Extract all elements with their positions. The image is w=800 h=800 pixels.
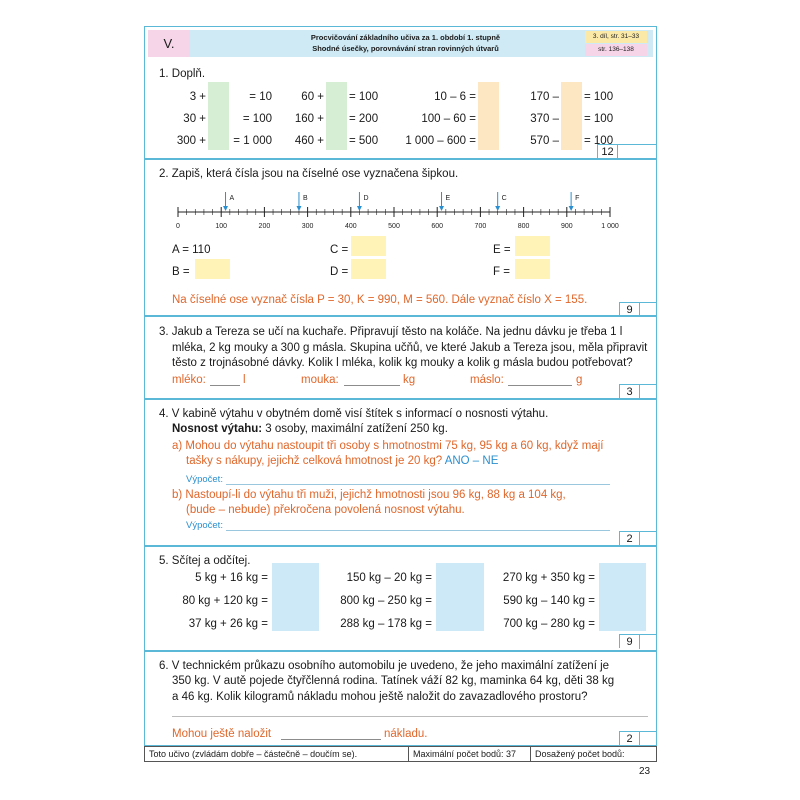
textbook-reference: 3. díl, str. 31–33 bbox=[585, 31, 647, 43]
answer-box-column[interactable] bbox=[561, 82, 582, 150]
capacity-label: Nosnost výtahu: bbox=[172, 423, 263, 435]
answer-box-column[interactable] bbox=[478, 82, 499, 150]
task-4a-question: tašky s nákupy, jejichž celková hmotnost je 20 kg? bbox=[186, 455, 443, 467]
equation-left: 80 kg + 120 kg = bbox=[182, 595, 268, 607]
milk-unit: l bbox=[243, 374, 246, 386]
label-b: B = bbox=[172, 266, 190, 278]
task-4b-line: (bude – nebude) překročena povolená nosnost výtahu. bbox=[186, 504, 465, 516]
score-box bbox=[619, 634, 657, 648]
arrow-head-icon bbox=[296, 206, 301, 211]
label-c: C = bbox=[330, 244, 349, 256]
task-6-line: a 46 kg. Kolik kilogramů nákladu mohou ještě naložit do zavazadlového prostoru? bbox=[172, 691, 588, 703]
task-4-line bbox=[172, 422, 448, 436]
milk-label: mléko: bbox=[172, 374, 206, 386]
arrow-head-icon bbox=[495, 206, 500, 211]
task-2-title: 2. Zapiš, která čísla jsou na číselné ose vyznačena šipkou. bbox=[159, 168, 459, 180]
axis-tick-label: 800 bbox=[517, 223, 530, 230]
achieved-points[interactable]: Dosažený počet bodů: bbox=[535, 749, 625, 759]
task-5-title: 5. Sčítej a odčítej. bbox=[159, 555, 251, 567]
equation-left: 10 – 6 = bbox=[434, 91, 476, 103]
arrow-head-icon bbox=[223, 206, 228, 211]
page-reference: str. 136–138 bbox=[585, 44, 647, 56]
arrow-label: D bbox=[363, 195, 369, 202]
butter-label: máslo: bbox=[470, 374, 504, 386]
answer-box-e[interactable] bbox=[515, 236, 550, 256]
work-line[interactable] bbox=[172, 716, 648, 717]
number-line bbox=[170, 190, 620, 232]
axis-tick-label: 600 bbox=[431, 223, 444, 230]
answer-box-c[interactable] bbox=[351, 236, 386, 256]
answer-box-column[interactable] bbox=[599, 563, 646, 631]
arrow-label: F bbox=[575, 195, 580, 202]
task-divider bbox=[144, 650, 657, 652]
arrow-label: C bbox=[501, 195, 507, 202]
arrow-head-icon bbox=[569, 206, 574, 211]
equation-left: 1 000 – 600 = bbox=[405, 135, 476, 147]
answer-box-d[interactable] bbox=[351, 259, 386, 279]
equation-result: = 100 bbox=[584, 135, 614, 147]
task-6-line: 350 kg. V autě pojede čtyřčlenná rodina. Tatínek váží 82 kg, maminka 64 kg, děti 38 kg bbox=[172, 675, 615, 687]
answer-end: nákladu. bbox=[384, 728, 428, 740]
equation-left: 270 kg + 350 kg = bbox=[502, 572, 595, 584]
equation-result: = 100 bbox=[584, 113, 614, 125]
score-value: 3 bbox=[620, 385, 640, 399]
equation-left: 460 + bbox=[294, 135, 324, 147]
score-value: 2 bbox=[620, 532, 640, 546]
axis-tick-label: 300 bbox=[301, 223, 314, 230]
arrow-head-icon bbox=[357, 206, 362, 211]
equation-left: 370 – bbox=[530, 113, 559, 125]
arrow-head-icon bbox=[439, 206, 444, 211]
equation-left: 170 – bbox=[530, 91, 559, 103]
score-box bbox=[597, 144, 657, 158]
score-box bbox=[619, 302, 657, 316]
score-value: 9 bbox=[620, 635, 640, 649]
calc-label: Výpočet: bbox=[186, 520, 223, 531]
score-box bbox=[619, 384, 657, 398]
answer-box-column[interactable] bbox=[208, 82, 229, 150]
axis-tick-label: 900 bbox=[560, 223, 573, 230]
calc-line-a[interactable] bbox=[226, 484, 610, 485]
task-4-line: 4. V kabině výtahu v obytném domě visí štítek s informací o nosnosti výtahu. bbox=[159, 408, 549, 420]
yes-no-choice[interactable]: ANO – NE bbox=[444, 455, 499, 467]
answer-box-b[interactable] bbox=[195, 259, 230, 279]
self-assessment[interactable]: Toto učivo (zvládám dobře – částečně – doučím se). bbox=[145, 747, 409, 761]
worksheet-header bbox=[148, 30, 653, 57]
equation-result: = 200 bbox=[349, 113, 379, 125]
axis-tick-label: 500 bbox=[388, 223, 400, 230]
answer-a: A = 110 bbox=[172, 244, 211, 256]
equation-left: 288 kg – 178 kg = bbox=[340, 618, 432, 630]
section-number: V. bbox=[148, 30, 190, 57]
max-points: Maximální počet bodů: 37 bbox=[409, 747, 531, 761]
axis-tick-label: 200 bbox=[258, 223, 271, 230]
axis-tick-label: 700 bbox=[474, 223, 487, 230]
answer-box-column[interactable] bbox=[326, 82, 347, 150]
equation-left: 160 + bbox=[294, 113, 324, 125]
task-3-line: mléka, 2 kg mouky a 300 g másla. Skupina učňů, ve které Jakub a Tereza jsou, měla připravit bbox=[172, 342, 648, 354]
equation-left: 700 kg – 280 kg = bbox=[503, 618, 595, 630]
arrow-label: E bbox=[445, 195, 451, 202]
task-6-line: 6. V technickém průkazu osobního automobilu je uvedeno, že jeho maximální zatížení je bbox=[159, 660, 610, 672]
calc-label: Výpočet: bbox=[186, 474, 223, 485]
equation-left: 5 kg + 16 kg = bbox=[195, 572, 268, 584]
task-4b-line: b) Nastoupí-li do výtahu tři muži, jejichž hmotnosti jsou 96 kg, 88 kg a 104 kg, bbox=[172, 489, 566, 501]
answer-box-column[interactable] bbox=[272, 563, 319, 631]
answer-box-f[interactable] bbox=[515, 259, 550, 279]
equation-result: = 100 bbox=[584, 91, 614, 103]
axis-tick-label: 400 bbox=[344, 223, 357, 230]
arrow-label: A bbox=[229, 195, 235, 202]
flour-unit: kg bbox=[403, 374, 416, 386]
score-value: 2 bbox=[620, 732, 640, 746]
answer-start: Mohou ještě naložit bbox=[172, 728, 272, 740]
score-box bbox=[619, 731, 657, 745]
butter-unit: g bbox=[576, 374, 583, 386]
equation-result: = 1 000 bbox=[233, 135, 272, 147]
score-value: 9 bbox=[620, 303, 640, 317]
equation-left: 60 + bbox=[301, 91, 324, 103]
task-divider bbox=[144, 545, 657, 547]
task-4a-line: a) Mohou do výtahu nastoupit tři osoby s hmotnostmi 75 kg, 95 kg a 60 kg, když mají bbox=[172, 440, 604, 452]
answer-line[interactable] bbox=[281, 739, 381, 740]
answer-box-column[interactable] bbox=[436, 563, 484, 631]
evaluation-footer bbox=[144, 746, 657, 762]
equation-left: 30 + bbox=[183, 113, 206, 125]
score-value: 12 bbox=[598, 145, 618, 159]
equation-result: = 100 bbox=[349, 91, 379, 103]
equation-left: 100 – 60 = bbox=[421, 113, 476, 125]
task-divider bbox=[144, 158, 657, 160]
equation-result: = 100 bbox=[242, 113, 272, 125]
task-4a-line bbox=[186, 454, 498, 468]
label-e: E = bbox=[493, 244, 511, 256]
task-2-instruction: Na číselné ose vyznač čísla P = 30, K = 990, M = 560. Dále vyznač číslo X = 155. bbox=[172, 294, 588, 306]
task-1-title: 1. Doplň. bbox=[159, 68, 206, 80]
label-d: D = bbox=[330, 266, 349, 278]
header-title-line2: Shodné úsečky, porovnávání stran rovinných útvarů bbox=[312, 44, 499, 53]
equation-left: 3 + bbox=[189, 91, 206, 103]
equation-left: 800 kg – 250 kg = bbox=[340, 595, 432, 607]
axis-tick-label: 0 bbox=[176, 223, 180, 230]
task-3-line: těsto z trojnásobné dávky. Kolik l mléka, kolik kg mouky a kolik g másla budou potřebovat? bbox=[172, 357, 633, 369]
equation-left: 37 kg + 26 kg = bbox=[188, 618, 268, 630]
arrow-label: B bbox=[302, 195, 308, 202]
axis-tick-label: 100 bbox=[215, 223, 228, 230]
equation-result: = 500 bbox=[349, 135, 379, 147]
task-3-line: 3. Jakub a Tereza se učí na kuchaře. Připravují těsto na koláče. Na jednu dávku je třeba 1 l bbox=[159, 326, 623, 338]
score-box bbox=[619, 531, 657, 545]
page-number: 23 bbox=[639, 766, 651, 777]
equation-result: = 10 bbox=[249, 91, 272, 103]
axis-tick-label: 1 000 bbox=[601, 223, 619, 230]
equation-left: 300 + bbox=[176, 135, 206, 147]
task-divider bbox=[144, 315, 657, 317]
milk-answer-line[interactable] bbox=[210, 385, 240, 386]
equation-left: 570 – bbox=[530, 135, 559, 147]
label-f: F = bbox=[493, 266, 510, 278]
flour-answer-line[interactable] bbox=[344, 385, 400, 386]
header-title-line1: Procvičování základního učiva za 1. období 1. stupně bbox=[310, 33, 501, 42]
header-title bbox=[208, 32, 603, 54]
equation-left: 150 kg – 20 kg = bbox=[346, 572, 432, 584]
butter-answer-line[interactable] bbox=[508, 385, 572, 386]
task-divider bbox=[144, 398, 657, 400]
flour-label: mouka: bbox=[301, 374, 339, 386]
calc-line-b[interactable] bbox=[226, 530, 610, 531]
equation-left: 590 kg – 140 kg = bbox=[503, 595, 595, 607]
capacity-value: 3 osoby, maximální zatížení 250 kg. bbox=[262, 423, 448, 435]
